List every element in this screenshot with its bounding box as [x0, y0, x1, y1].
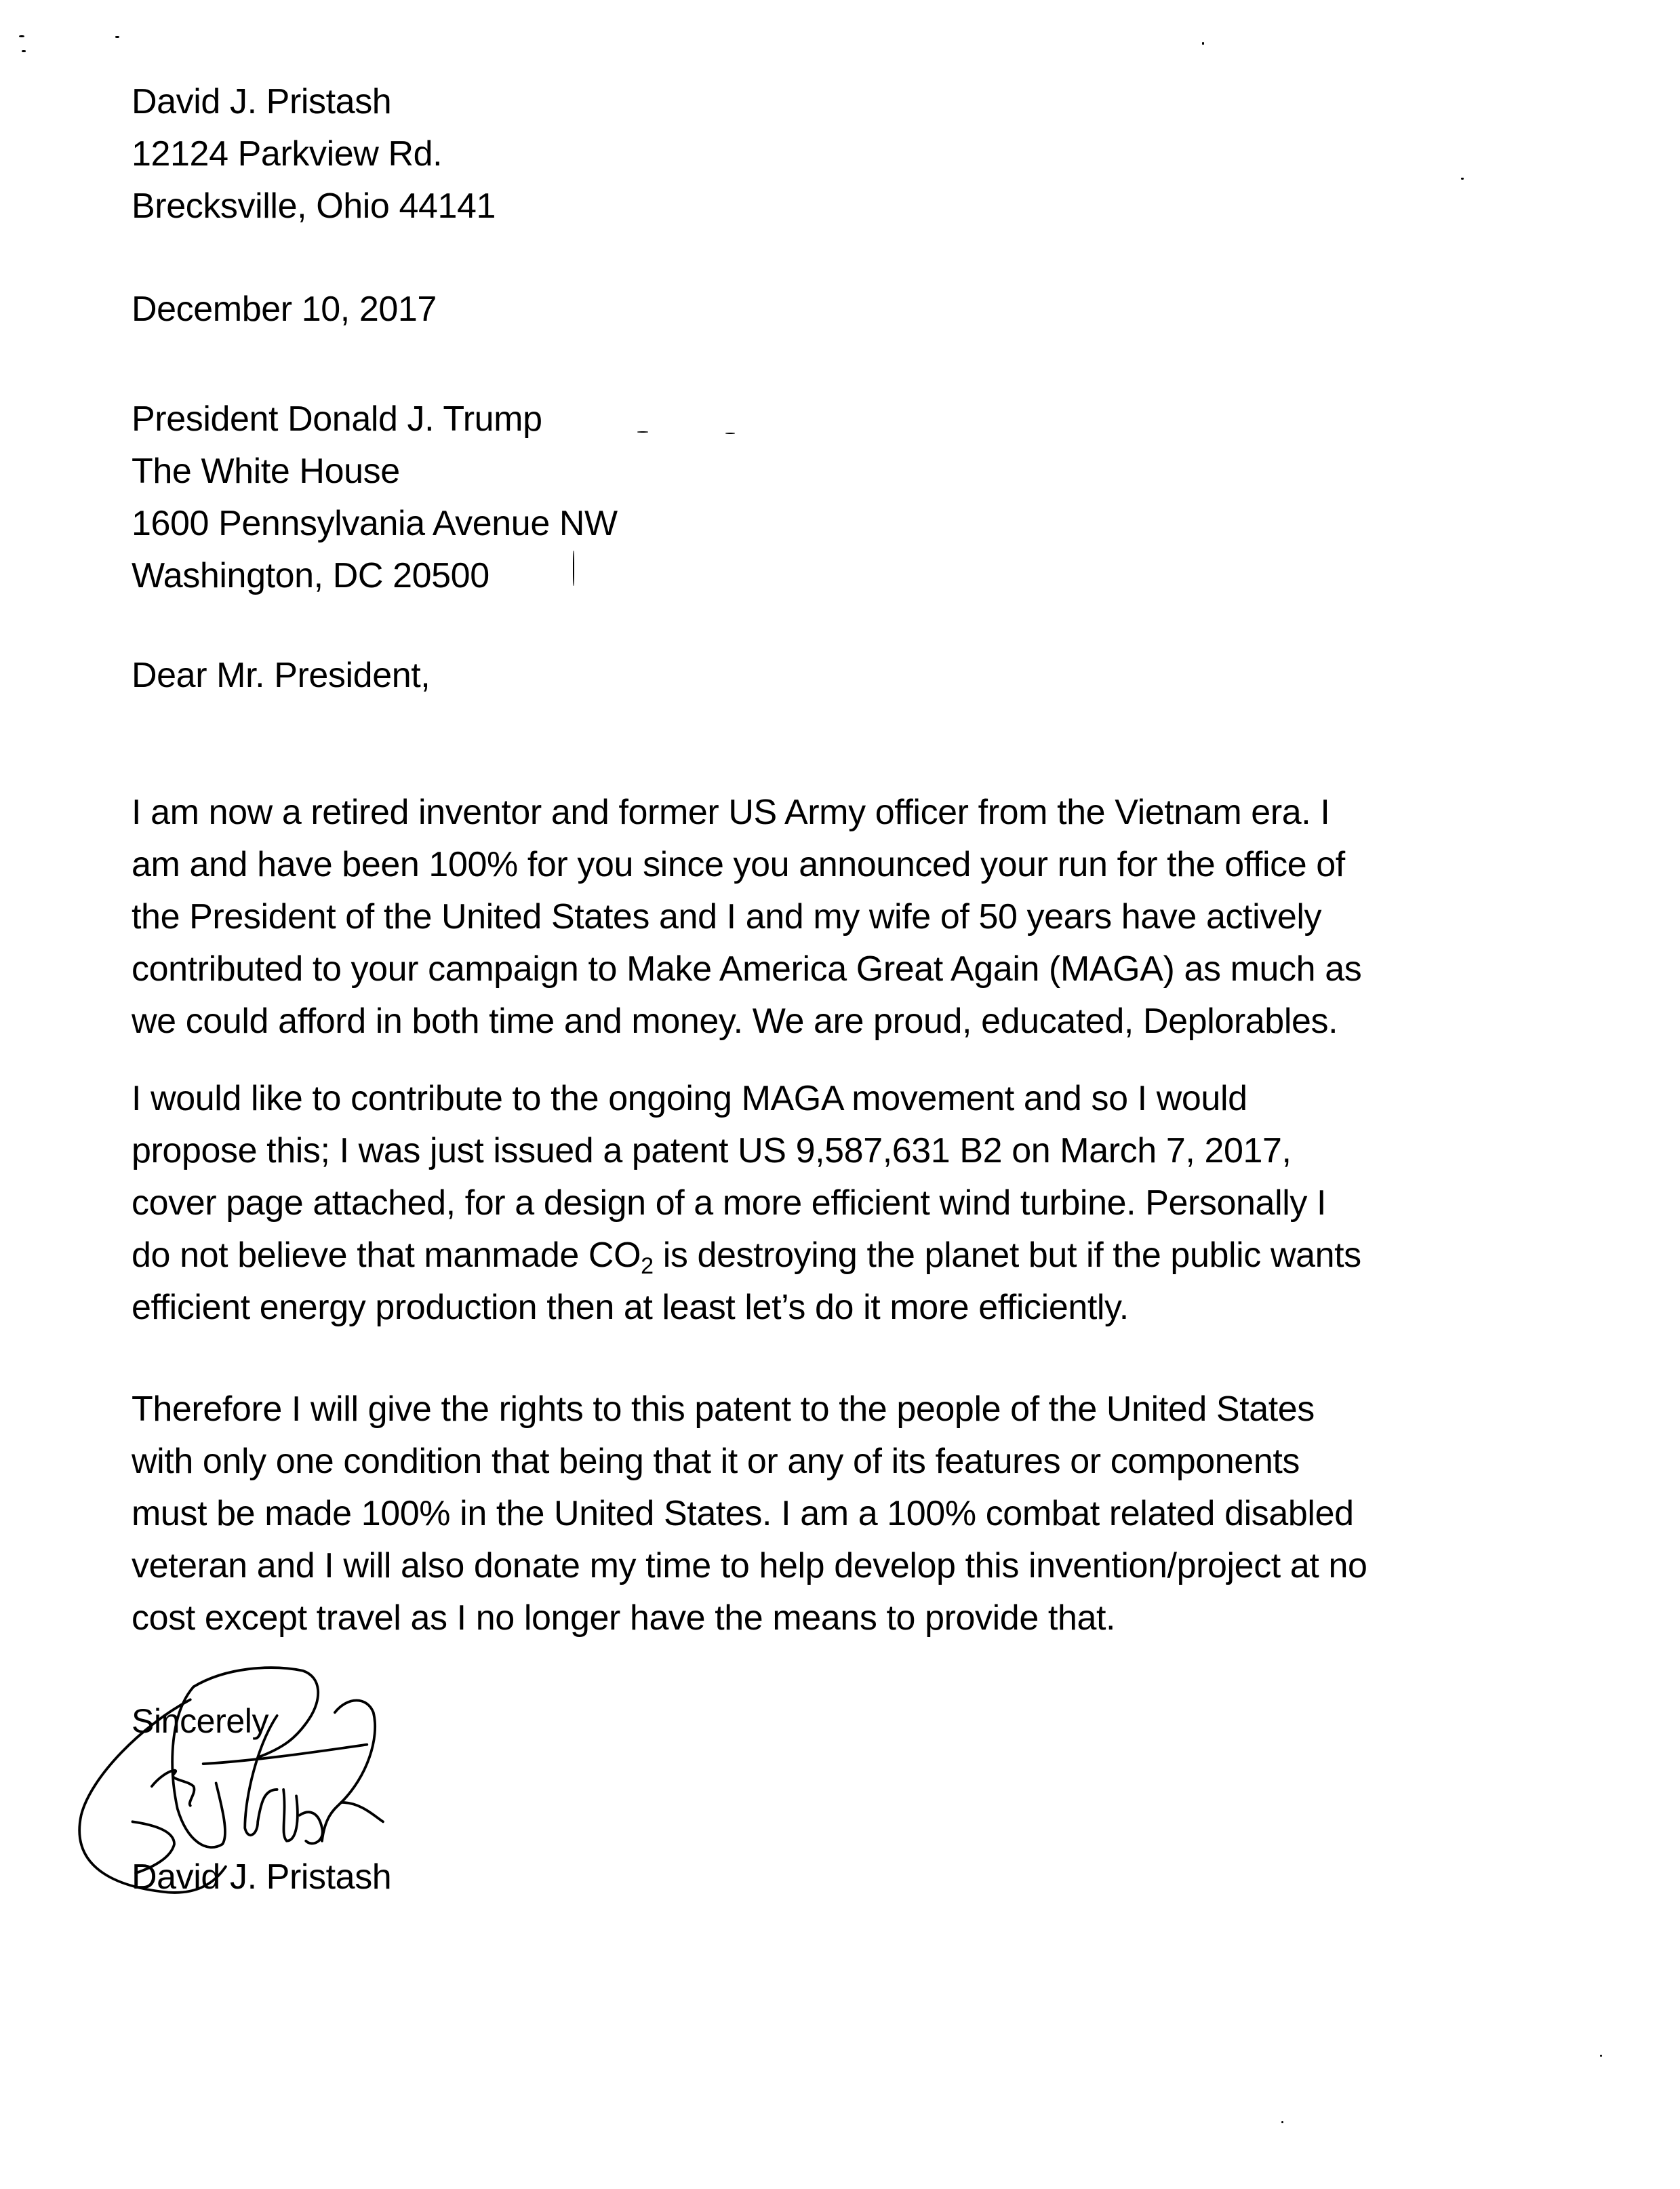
salutation: Dear Mr. President,: [132, 656, 431, 695]
paragraph-line: contributed to your campaign to Make America Great Again (MAGA) as much as: [132, 949, 1362, 989]
letter-date: December 10, 2017: [132, 290, 437, 329]
scan-speck: [22, 50, 26, 52]
signature-stroke: [283, 1790, 298, 1841]
sender-address-block: [132, 76, 496, 233]
signature-stroke: [203, 1745, 367, 1764]
paragraph-line: cover page attached, for a design of a more efficient wind turbine. Personally I: [132, 1183, 1327, 1223]
signed-name: David J. Pristash: [132, 1857, 392, 1897]
paragraph-line: we could afford in both time and money. We are proud, educated, Deplorables.: [132, 1002, 1338, 1041]
sender-name: David J. Pristash: [132, 82, 392, 121]
scan-speck: [115, 36, 119, 38]
co2-text-after: is destroying the planet but if the public wants: [653, 1236, 1361, 1275]
paragraph-line: am and have been 100% for you since you announced your run for the office of: [132, 845, 1345, 884]
paragraph-line: I am now a retired inventor and former US Army officer from the Vietnam era. I: [132, 793, 1330, 832]
sender-city-state-zip: Brecksville, Ohio 44141: [132, 186, 496, 226]
paragraph-line: efficient energy production then at least let’s do it more efficiently.: [132, 1288, 1129, 1327]
paragraph-line: I would like to contribute to the ongoing MAGA movement and so I would: [132, 1079, 1247, 1118]
paragraph-1: [132, 787, 1361, 1048]
paragraph-line: must be made 100% in the United States. I am a 100% combat related disabled: [132, 1494, 1354, 1533]
paragraph-line: propose this; I was just issued a patent US 9,587,631 B2 on March 7, 2017,: [132, 1131, 1292, 1170]
scan-speck: [1281, 2121, 1283, 2123]
signature-stroke: [300, 1812, 323, 1843]
recipient-name: President Donald J. Trump: [132, 399, 542, 439]
paragraph-line: with only one condition that being that it or any of its features or components: [132, 1442, 1300, 1481]
signature-stroke: [341, 1802, 383, 1821]
recipient-organization: The White House: [132, 452, 400, 491]
scan-speck: [1600, 2055, 1602, 2057]
paragraph-2: [132, 1073, 1361, 1334]
scan-speck: [1202, 42, 1204, 45]
paragraph-line: cost except travel as I no longer have the means to provide that.: [132, 1598, 1116, 1638]
sender-street: 12124 Parkview Rd.: [132, 134, 443, 174]
signature-stroke: [193, 1668, 318, 1757]
signature-stroke: [245, 1716, 277, 1835]
scan-speck: [1461, 178, 1464, 180]
scan-speck: [637, 431, 648, 433]
paragraph-line: Therefore I will give the rights to this patent to the people of the United States: [132, 1389, 1315, 1429]
co2-subscript: 2: [641, 1253, 654, 1279]
paragraph-line-co2: [132, 1229, 1361, 1282]
closing: Sincerely: [132, 1702, 269, 1740]
scan-speck: [19, 35, 24, 37]
scan-speck: [573, 551, 574, 586]
paragraph-3: [132, 1383, 1367, 1644]
scan-speck: [725, 433, 735, 434]
signature-stroke: [172, 1687, 225, 1847]
co2-text-before: do not believe that manmade CO: [132, 1236, 641, 1275]
paragraph-line: veteran and I will also donate my time to help develop this invention/project at no: [132, 1546, 1367, 1585]
recipient-city-state-zip: Washington, DC 20500: [132, 556, 489, 595]
paragraph-line: the President of the United States and I and my wife of 50 years have actively: [132, 897, 1322, 936]
recipient-address-block: [132, 393, 618, 602]
signature-stroke: [322, 1701, 375, 1841]
recipient-street: 1600 Pennsylvania Avenue NW: [132, 504, 618, 543]
